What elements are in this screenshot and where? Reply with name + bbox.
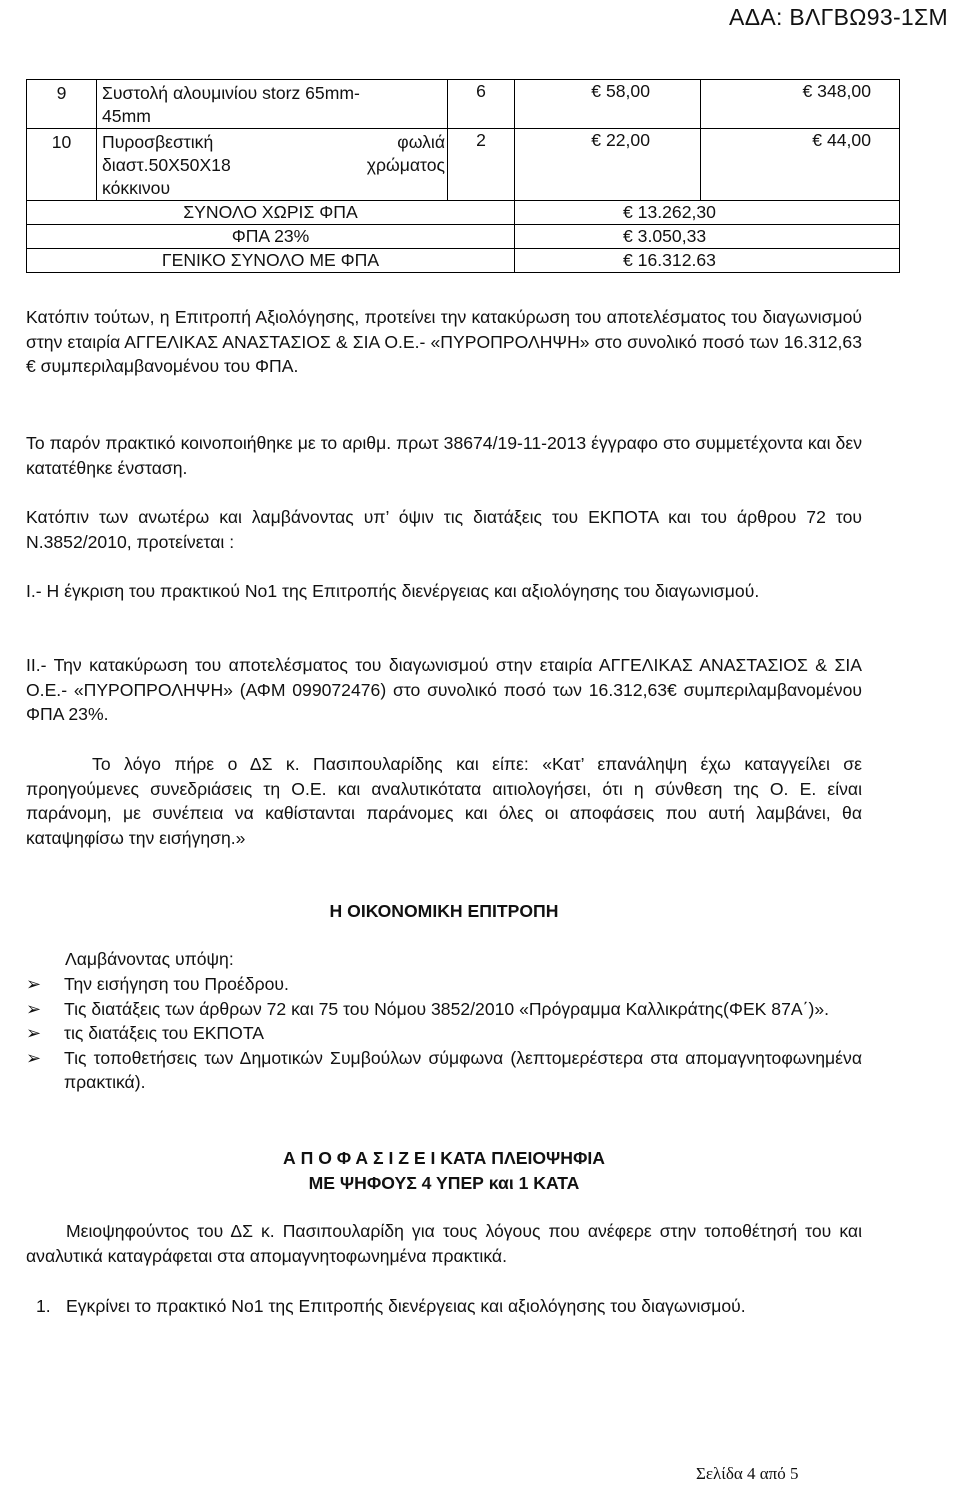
- award-paragraph: ΙΙ.- Την κατακύρωση του αποτελέσματος του διαγωνισμού στην εταιρία ΑΓΓΕΛΙΚΑΣ ΑΝΑΣΤΑΣΙΟΣ & ΣΙΑ Ο.Ε.- «ΠΥΡΟΠΡΟΛΗΨΗ» (ΑΦΜ 099072476) στο συνολικό ποσό των 16.312,63€ συμπεριλαμβανομένου ΦΠΑ 23%.: [26, 655, 862, 724]
- bullet-list: [26, 972, 862, 1095]
- item-description: [97, 80, 448, 129]
- summary-value: € 16.312.63: [515, 249, 900, 273]
- item-quantity: 6: [448, 80, 515, 129]
- line-total: € 348,00: [701, 80, 900, 129]
- proposal-paragraph: Κατόπιν τούτων, η Επιτροπή Αξιολόγησης, προτείνει την κατακύρωση του αποτελέσματος του διαγωνισμού στην εταιρία ΑΓΓΕΛΙΚΑΣ ΑΝΑΣΤΑΣΙΟΣ & ΣΙΑ Ο.Ε.- «ΠΥΡΟΠΡΟΛΗΨΗ» στο συνολικό ποσό των 16.312,63 € συμπεριλαμβανομένου του ΦΠΑ.: [26, 307, 862, 376]
- list-item: ➢ Τις τοποθετήσεις των Δημοτικών Συμβούλων σύμφωνα (λεπτομερέστερα στα απομαγνητοφωνημένα πρακτικά).: [26, 1047, 862, 1092]
- arrow-bullet-icon: ➢: [26, 1047, 42, 1068]
- arrow-bullet-icon: ➢: [26, 974, 42, 994]
- summary-label: ΦΠΑ 23%: [27, 225, 515, 249]
- unit-price: € 22,00: [515, 129, 701, 201]
- statement-paragraph: Το λόγο πήρε ο ΔΣ κ. Πασιπουλαρίδης και είπε: «Κατ’ επανάληψη έχω καταγγείλει σε προηγούμενες συνεδριάσεις τη Ο.Ε. και αναλυτικότατα αιτιολογήσει, ότι η σύνθεση της Ο. Ε. είναι παράνομη, με συνέπεια να καθίστανται παράνομες και όλες οι αποφάσεις που αυτή λαμβάνει, θα καταψηφίσω την εισήγηση.»: [26, 754, 862, 848]
- page-number: Σελίδα 4 από 5: [696, 1464, 799, 1483]
- summary-label: ΣΥΝΟΛΟ ΧΩΡΙΣ ΦΠΑ: [27, 201, 515, 225]
- arrow-bullet-icon: ➢: [26, 1023, 42, 1043]
- row-number: 10: [27, 129, 97, 201]
- summary-value: € 3.050,33: [515, 225, 900, 249]
- summary-row: [27, 249, 900, 273]
- item-description: [97, 129, 448, 201]
- description-line: Συστολή αλουμινίου storz 65mm-: [102, 83, 360, 103]
- list-item: ➢ Τις διατάξεις των άρθρων 72 και 75 του Νόμου 3852/2010 «Πρόγραμμα Καλλικράτης(ΦΕΚ 87Α΄)».: [26, 997, 862, 1022]
- decision-item-1: [26, 1294, 862, 1319]
- item-number: 1.: [36, 1296, 51, 1316]
- description-line: κόκκινου: [102, 178, 171, 198]
- row-number: 9: [27, 80, 97, 129]
- item-quantity: 2: [448, 129, 515, 201]
- list-item: ➢ τις διατάξεις του ΕΚΠΟΤΑ: [26, 1021, 862, 1046]
- description-line: 45mm: [102, 106, 151, 126]
- decision-title: Α Π Ο Φ Α Σ Ι Ζ Ε Ι ΚΑΤΑ ΠΛΕΙΟΨΗΦΙΑ: [283, 1148, 605, 1168]
- notification-paragraph: Το παρόν πρακτικό κοινοποιήθηκε με το αριθμ. πρωτ 38674/19-11-2013 έγγραφο στο συμμετέχοντα και δεν κατατέθηκε ένσταση.: [26, 433, 862, 478]
- minority-paragraph: Μειοψηφούντος του ΔΣ κ. Πασιπουλαρίδη για τους λόγους που ανέφερε στην τοποθέτησή του και αναλυτικά καταγράφεται στα απομαγνητοφωνημένα πρακτικά.: [26, 1221, 862, 1266]
- description-line: Πυροσβεστική φωλιά: [102, 132, 445, 152]
- committee-title: Η ΟΙΚΟΝΟΜΙΚΗ ΕΠΙΤΡΟΠΗ: [329, 901, 559, 921]
- items-table: [26, 79, 900, 273]
- table-row: [27, 80, 900, 129]
- ada-code: ΑΔΑ: ΒΛΓΒΩ93-1ΣΜ: [729, 4, 948, 30]
- list-item: ➢ Την εισήγηση του Προέδρου.: [26, 972, 862, 997]
- unit-price: € 58,00: [515, 80, 701, 129]
- description-line: διαστ.50Χ50Χ18 χρώματος: [102, 155, 445, 175]
- item-text: Εγκρίνει το πρακτικό Νο1 της Επιτροπής διενέργειας και αξιολόγησης του διαγωνισμού.: [66, 1296, 746, 1316]
- summary-value: € 13.262,30: [515, 201, 900, 225]
- line-total: € 44,00: [701, 129, 900, 201]
- legal-basis-paragraph: Κατόπιν των ανωτέρω και λαμβάνοντας υπ’ όψιν τις διατάξεις του ΕΚΠΟΤΑ και του άρθρου 72 του Ν.3852/2010, προτείνεται :: [26, 507, 862, 552]
- decision-subtitle: ΜΕ ΨΗΦΟΥΣ 4 ΥΠΕΡ και 1 ΚΑΤΑ: [308, 1173, 580, 1193]
- considering-label: Λαμβάνοντας υπόψη:: [65, 949, 234, 969]
- table-row: [27, 129, 900, 201]
- arrow-bullet-icon: ➢: [26, 998, 42, 1019]
- summary-row: [27, 201, 900, 225]
- summary-label: ΓΕΝΙΚΟ ΣΥΝΟΛΟ ΜΕ ΦΠΑ: [27, 249, 515, 273]
- summary-row: [27, 225, 900, 249]
- approval-paragraph: Ι.- Η έγκριση του πρακτικού Νο1 της Επιτροπής διενέργειας και αξιολόγησης του διαγωνισμού.: [26, 581, 760, 601]
